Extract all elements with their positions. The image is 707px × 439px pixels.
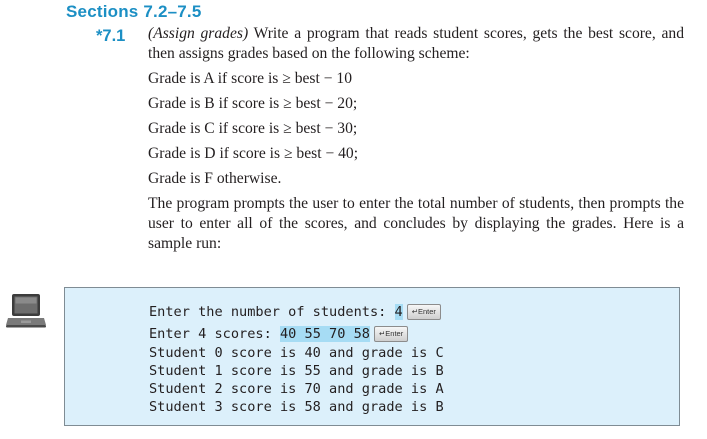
grade-rule-a: Grade is A if score is ≥ best − 10 bbox=[148, 70, 353, 87]
laptop-icon bbox=[5, 292, 47, 330]
exercise-description: The program prompts the user to enter the total number of students, then prompts the user to enter all of the scores, and concludes by displaying the grades. Here is a sample run: bbox=[148, 195, 684, 252]
grade-rule-b: Grade is B if score is ≥ best − 20; bbox=[148, 95, 358, 112]
prompt-scores: Enter 4 scores: bbox=[149, 326, 280, 342]
enter-key-icon: ↵Enter bbox=[407, 304, 441, 320]
output-line-2: Student 2 score is 70 and grade is A bbox=[149, 381, 444, 397]
grade-rule-d: Grade is D if score is ≥ best − 40; bbox=[148, 145, 359, 162]
exercise-intro bbox=[148, 24, 684, 64]
exercise-intro-text: Write a program that reads student scores, gets the best score, and then assigns grades based on the following scheme: bbox=[148, 25, 684, 62]
output-line-0: Student 0 score is 40 and grade is C bbox=[149, 345, 444, 361]
section-heading: Sections 7.2–7.5 bbox=[66, 2, 202, 21]
grade-rule-f: Grade is F otherwise. bbox=[148, 170, 282, 187]
exercise-title: (Assign grades) bbox=[148, 25, 249, 42]
output-line-1: Student 1 score is 55 and grade is B bbox=[149, 363, 444, 379]
input-scores: 40 55 70 58 bbox=[279, 326, 370, 342]
exercise-number: *7.1 bbox=[96, 27, 126, 45]
prompt-students: Enter the number of students: bbox=[149, 304, 395, 320]
grade-rule-c: Grade is C if score is ≥ best − 30; bbox=[148, 120, 358, 137]
output-line-3: Student 3 score is 58 and grade is B bbox=[149, 399, 444, 415]
prompt-scores-line bbox=[149, 326, 408, 343]
enter-key-icon: ↵Enter bbox=[374, 326, 408, 342]
sample-run-console bbox=[64, 287, 680, 426]
prompt-students-line bbox=[149, 304, 441, 321]
input-students: 4 bbox=[394, 304, 403, 320]
